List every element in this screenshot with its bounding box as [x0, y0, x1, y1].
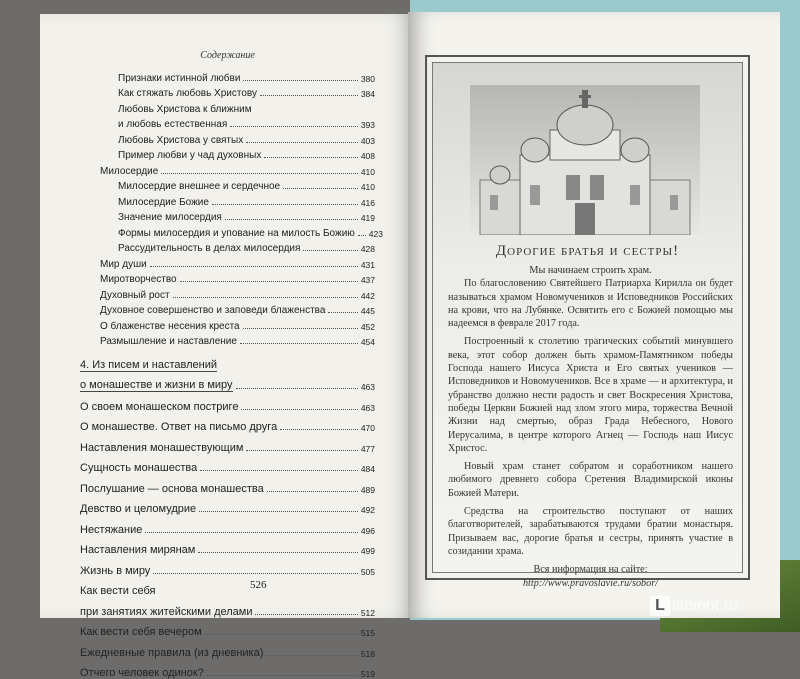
toc-entry-title: О блаженстве несения креста	[100, 321, 240, 332]
toc-entry-title: Миротворчество	[100, 274, 177, 285]
toc-entry-page: 410	[361, 167, 375, 177]
cathedral-illustration	[470, 85, 700, 235]
toc-entry-title: Послушание — основа монашества	[80, 483, 264, 495]
toc-entry	[80, 146, 375, 162]
toc-entry	[80, 556, 375, 577]
toc-dot-leader	[280, 429, 358, 430]
toc-entry-page: 380	[361, 74, 375, 84]
toc-dot-leader	[198, 552, 357, 553]
toc-dot-leader	[150, 266, 358, 267]
toc-entry-page: 515	[361, 628, 375, 638]
toc-entry	[80, 618, 375, 639]
toc-dot-leader	[199, 511, 358, 512]
toc-entry-title: Размышление и наставление	[100, 336, 237, 347]
toc-entry-title: Духовное совершенство и заповеди блаженства	[100, 305, 325, 316]
toc-entry-title: и любовь естественная	[118, 119, 227, 130]
toc-entry-title: Как вести себя	[80, 585, 155, 597]
toc-entry-title: Любовь Христова у святых	[118, 135, 243, 146]
toc-entry-title: Пример любви у чад духовных	[118, 150, 261, 161]
table-of-contents	[80, 68, 375, 679]
toc-entry-page: 518	[361, 649, 375, 659]
labirint-logo-icon: L	[650, 596, 670, 616]
toc-entry-page: 416	[361, 198, 375, 208]
toc-entry-title: Милосердие	[100, 166, 158, 177]
announcement-paragraph: По благословению Святейшего Патриарха Кирилла он будет называться храмом Новомучеников и Исповедников Российских на крови, что на Лубянке. Освятить его с Божией помощью мы надеемся в феврале 2017 года.	[448, 277, 733, 330]
toc-entry-page: 512	[361, 608, 375, 618]
toc-entry-title: О своем монашеском постриге	[80, 401, 238, 413]
toc-entry	[80, 495, 375, 516]
toc-dot-leader	[303, 250, 357, 251]
toc-dot-leader	[240, 343, 358, 344]
toc-entry-page: 463	[361, 403, 375, 413]
toc-entry	[80, 161, 375, 177]
toc-entry	[80, 316, 375, 332]
toc-entry-title: Значение милосердия	[118, 212, 222, 223]
toc-entry	[80, 577, 375, 598]
toc-entry-page: 484	[361, 464, 375, 474]
toc-dot-leader	[212, 204, 358, 205]
toc-entry-page: 408	[361, 151, 375, 161]
toc-entry	[80, 332, 375, 348]
toc-entry-title: Ежедневные правила (из дневника)	[80, 647, 263, 659]
toc-entry	[80, 597, 375, 618]
toc-entry	[80, 351, 375, 372]
toc-entry-page: 384	[361, 89, 375, 99]
toc-dot-leader	[180, 281, 358, 282]
toc-entry	[80, 223, 375, 239]
toc-dot-leader	[205, 634, 358, 635]
toc-entry	[80, 84, 375, 100]
running-head: Содержание	[40, 50, 415, 61]
toc-dot-leader	[255, 614, 357, 615]
toc-entry	[80, 239, 375, 255]
toc-entry	[80, 638, 375, 659]
toc-dot-leader	[173, 297, 358, 298]
toc-dot-leader	[241, 409, 357, 410]
toc-dot-leader	[358, 235, 366, 236]
toc-entry	[80, 285, 375, 301]
toc-entry	[80, 515, 375, 536]
toc-entry	[80, 99, 375, 115]
toc-dot-leader	[200, 470, 358, 471]
toc-dot-leader	[283, 188, 358, 189]
toc-entry-title: Формы милосердия и упование на милость Божию	[118, 228, 355, 239]
toc-entry-page: 428	[361, 244, 375, 254]
toc-entry	[80, 68, 375, 84]
toc-dot-leader	[328, 312, 357, 313]
toc-entry	[80, 474, 375, 495]
toc-entry-page: 489	[361, 485, 375, 495]
toc-dot-leader	[260, 95, 358, 96]
toc-dot-leader	[264, 157, 357, 158]
toc-entry-page: 410	[361, 182, 375, 192]
toc-entry-title: Наставления монашествующим	[80, 442, 243, 454]
page-number: 526	[250, 579, 267, 591]
toc-entry	[80, 372, 375, 393]
toc-entry	[80, 254, 375, 270]
toc-entry	[80, 115, 375, 131]
watermark-text: labirint.ru	[672, 597, 738, 614]
toc-entry-title: Как стяжать любовь Христову	[118, 88, 257, 99]
toc-entry-page: 477	[361, 444, 375, 454]
toc-entry-title: Милосердие Божие	[118, 197, 209, 208]
toc-entry-page: 431	[361, 260, 375, 270]
toc-entry-page: 452	[361, 322, 375, 332]
toc-entry-page: 496	[361, 526, 375, 536]
toc-dot-leader	[161, 173, 358, 174]
toc-entry-title: Девство и целомудрие	[80, 503, 196, 515]
toc-dot-leader	[236, 388, 358, 389]
toc-entry-title: Сущность монашества	[80, 462, 197, 474]
toc-entry	[80, 659, 375, 679]
toc-entry	[80, 413, 375, 434]
toc-dot-leader	[145, 532, 357, 533]
toc-entry-title: о монашестве и жизни в миру	[80, 379, 233, 392]
toc-entry-page: 393	[361, 120, 375, 130]
toc-entry-page: 423	[369, 229, 383, 239]
toc-entry	[80, 454, 375, 475]
toc-entry-page: 437	[361, 275, 375, 285]
toc-entry	[80, 270, 375, 286]
toc-entry	[80, 177, 375, 193]
toc-entry-title: Милосердие внешнее и сердечное	[118, 181, 280, 192]
toc-entry	[80, 392, 375, 413]
announcement-paragraph: Построенный к столетию трагических событий минувшего века, этот собор должен быть храмом-Памятником победы Господа нашего Иисуса Христа и Его святых учеников — Исповедников и Новомучеников. Все в храме — и архитектура, и убранство должно нести радость и свет Воскресения Христова, победы Церкви Божией над злом этого мира, торжества Вечной Жизни над смертью, образ Града Небесного, Нового Иерусалима, в центре которого Агнец — Господь наш Иисус Христос.	[448, 335, 733, 455]
toc-entry	[80, 301, 375, 317]
toc-dot-leader	[225, 219, 358, 220]
toc-entry-page: 519	[361, 669, 375, 679]
info-label: Вся информация на сайте:	[448, 563, 733, 576]
toc-entry-page: 445	[361, 306, 375, 316]
toc-dot-leader	[230, 126, 358, 127]
toc-entry-page: 442	[361, 291, 375, 301]
toc-entry-title: Жизнь в миру	[80, 565, 150, 577]
toc-entry-page: 419	[361, 213, 375, 223]
toc-entry-title: Нестяжание	[80, 524, 142, 536]
toc-entry-page: 470	[361, 423, 375, 433]
toc-entry	[80, 192, 375, 208]
toc-entry	[80, 130, 375, 146]
toc-entry-title: Признаки истинной любви	[118, 73, 240, 84]
toc-dot-leader	[246, 450, 357, 451]
toc-dot-leader	[246, 142, 358, 143]
toc-entry-page: 403	[361, 136, 375, 146]
toc-dot-leader	[153, 573, 358, 574]
toc-entry-page: 505	[361, 567, 375, 577]
toc-entry-title: Любовь Христова к ближним	[118, 104, 252, 115]
toc-entry-title: Отчего человек одинок?	[80, 667, 204, 679]
toc-entry-title: 4. Из писем и наставлений	[80, 359, 217, 372]
toc-entry-title: Мир души	[100, 259, 147, 270]
announcement-paragraph: Средства на строительство поступают от наших благотворителей, зарабатываются трудами братии монастыря. Призываем вас, дорогие братья и сестры, принять участие в созидании храма.	[448, 505, 733, 558]
toc-dot-leader	[243, 328, 358, 329]
toc-entry-title: Духовный рост	[100, 290, 170, 301]
toc-entry-title: Наставления мирянам	[80, 544, 195, 556]
website-link[interactable]: http://www.pravoslavie.ru/sobor/	[448, 577, 733, 590]
toc-entry-title: Как вести себя вечером	[80, 626, 202, 638]
toc-entry-page: 454	[361, 337, 375, 347]
toc-entry-page: 492	[361, 505, 375, 515]
toc-entry-title: при занятиях житейскими делами	[80, 606, 252, 618]
announcement-heading: Дорогие братья и сестры!	[432, 243, 743, 260]
toc-dot-leader	[243, 80, 357, 81]
announcement-paragraph: Новый храм станет собратом и соработником нашего любимого древнего собора Сретения Владимирской иконы Божией Матери.	[448, 460, 733, 500]
announcement-text	[448, 264, 733, 590]
toc-dot-leader	[207, 675, 358, 676]
toc-entry-page: 499	[361, 546, 375, 556]
toc-entry	[80, 433, 375, 454]
toc-entry	[80, 208, 375, 224]
watermark	[650, 596, 738, 616]
toc-entry-title: Рассудительность в делах милосердия	[118, 243, 300, 254]
toc-dot-leader	[267, 491, 358, 492]
toc-entry-title: О монашестве. Ответ на письмо друга	[80, 421, 277, 433]
toc-dot-leader	[266, 655, 357, 656]
toc-entry	[80, 536, 375, 557]
toc-entry-page: 463	[361, 382, 375, 392]
announcement-lead: Мы начинаем строить храм.	[448, 264, 733, 277]
